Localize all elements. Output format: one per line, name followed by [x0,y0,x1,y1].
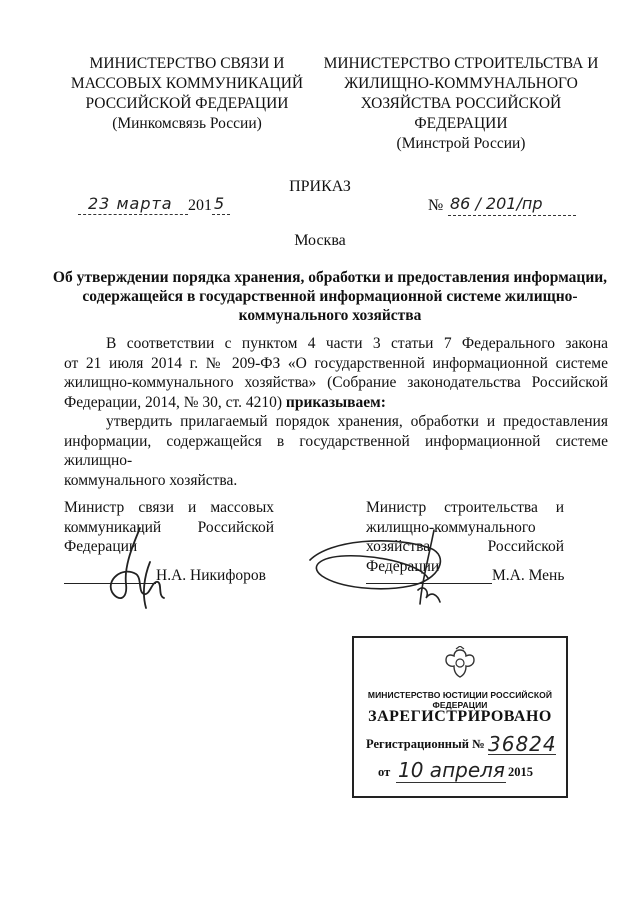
document-title [40,268,620,325]
stamp-date-underline [396,782,506,783]
body-paragraph-2 [64,412,608,490]
body-paragraph-1 [64,334,608,412]
sig-right-line-3: хозяйства Российской [366,538,564,555]
ministry-right-line-2: ЖИЛИЩНО-КОММУНАЛЬНОГО [344,75,578,92]
stamp-registered: ЗАРЕГИСТРИРОВАНО [368,708,552,725]
order-date [78,196,248,218]
stamp-reg-underline [488,754,556,755]
ministry-right-line-1: МИНИСТЕРСТВО СТРОИТЕЛЬСТВА И [323,55,599,72]
ministry-right-line-3: ХОЗЯЙСТВА РОССИЙСКОЙ [360,95,562,112]
stamp-from-label: от [378,765,391,779]
stamp-reg-number-row [366,734,561,756]
sig-left-line-2: коммуникаций Российской [64,518,274,536]
stamp-year: 2015 [508,765,533,779]
stamp-date-row [378,760,558,784]
ministry-right-header [320,54,602,154]
stamp-reg-number: 36824 [488,732,557,756]
ministry-left-line-4: (Минкомсвязь России) [112,115,262,132]
ministry-left-header [52,54,322,134]
coat-of-arms-emblem [443,646,477,680]
p1-line-2: от 21 июля 2014 г. № 209-ФЗ «О государственной информационной системе [64,354,608,372]
order-date-underline [78,214,188,215]
stamp-from-date: 10 апреля [398,758,505,782]
sig-left-name: Н.А. Никифоров [156,567,266,584]
order-date-handwritten: 23 марта [88,194,173,213]
order-label: ПРИКАЗ [289,178,351,195]
signature-right-scribble [300,520,460,610]
registration-stamp [352,636,568,798]
p1-line-3: жилищно-коммунального хозяйства» (Собрание законодательства Российской [64,374,608,391]
sig-left-line-1: Министр связи и массовых [64,499,274,516]
title-line-1: Об утверждении порядка хранения, обработки и предоставления информации, [52,269,608,286]
p1-line-1: В соответствии с пунктом 4 части 3 статьи 7 Федерального закона [106,335,608,352]
stamp-ministry: МИНИСТЕРСТВО ЮСТИЦИИ РОССИЙСКОЙ ФЕДЕРАЦИИ [367,690,553,710]
ministry-right-line-4: ФЕДЕРАЦИИ [414,115,508,132]
p1-bold-command: приказываем: [285,393,386,411]
p2-line-2: информации, содержащейся в государственной информационной системе жилищно- [64,432,608,469]
p2-line-3: коммунального хозяйства. [64,471,238,489]
signature-left-scribble [92,522,182,612]
ministry-left-line-2: МАССОВЫХ КОММУНИКАЦИЙ [70,75,304,92]
sig-right-name: М.А. Мень [492,567,565,584]
order-number-prefix: № [428,197,444,214]
sig-right-line-4: Федерации [366,557,440,575]
sig-right-line-1: Министр строительства и [366,499,564,516]
ministry-right-line-5: (Минстрой России) [396,135,526,152]
order-number-handwritten: 86 / 201/пр [450,194,543,213]
title-line-2: содержащейся в государственной информационной системе жилищно- [82,288,578,305]
ministry-left-line-1: МИНИСТЕРСТВО СВЯЗИ И [89,55,285,72]
p2-line-1: утвердить прилагаемый порядок хранения, обработки и предоставления [106,413,608,430]
order-year-underline [212,214,230,215]
city: Москва [294,232,346,249]
order-number [428,194,578,218]
stamp-reg-label: Регистрационный № [366,737,485,751]
title-line-3: коммунального хозяйства [238,307,422,324]
order-number-underline [448,215,576,216]
sig-right-line-2: жилищно-коммунального [366,518,536,536]
sig-left-line-3: Федерации [64,538,138,555]
order-year-prefix: 201 [188,197,212,214]
p1-line-4 [64,393,608,413]
order-year-suffix: 5 [214,194,225,213]
ministry-left-line-3: РОССИЙСКОЙ ФЕДЕРАЦИИ [85,95,289,112]
p1-last-text: Федерации, 2014, № 30, ст. 4210) [64,393,283,411]
